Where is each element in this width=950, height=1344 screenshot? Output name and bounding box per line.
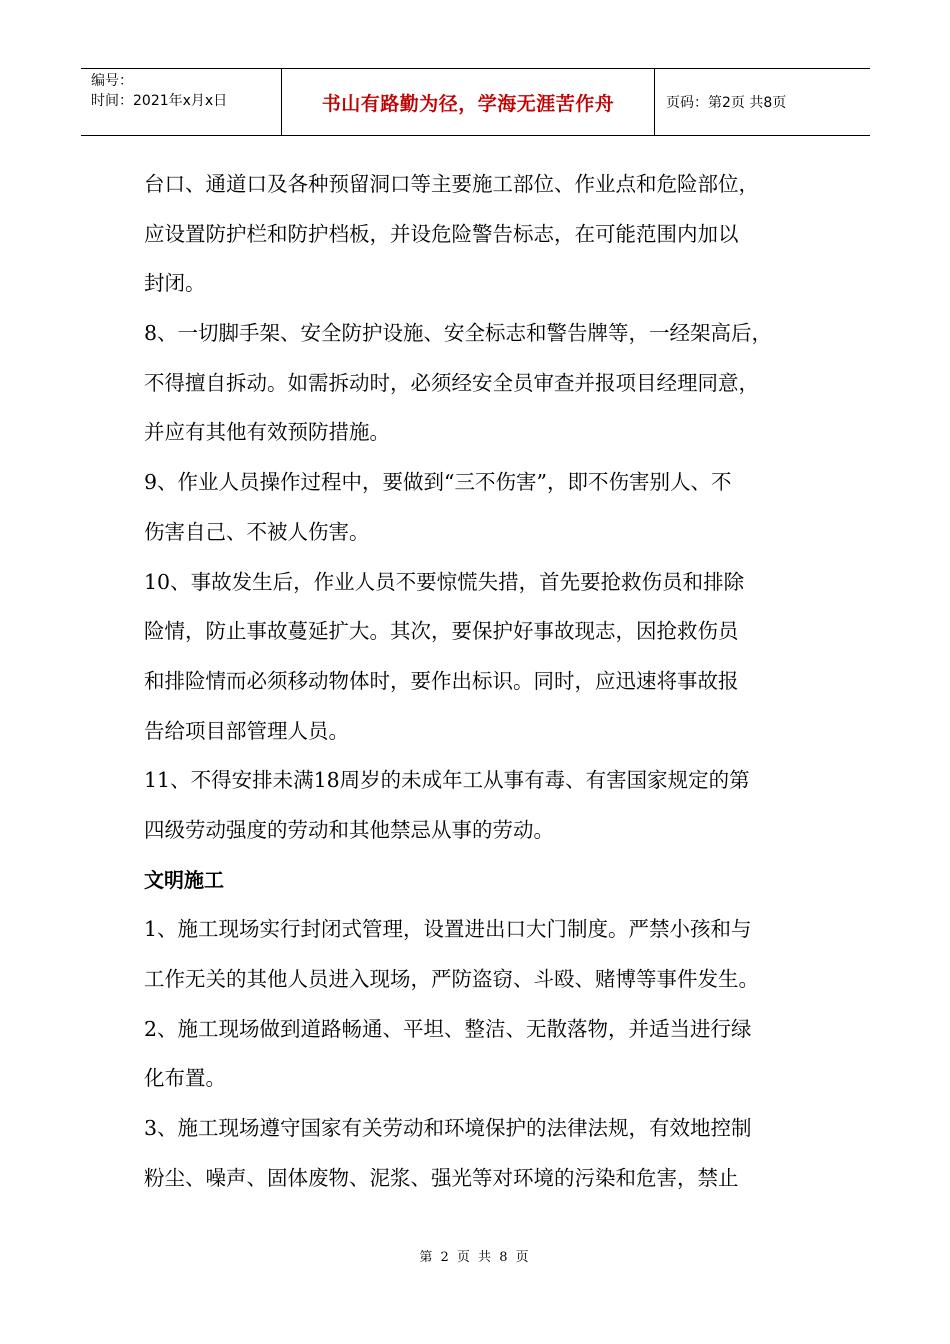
body-line: 化布置。 xyxy=(144,1066,226,1091)
body-line: 10、事故发生后，作业人员不要惊慌失措，首先要抢救伤员和排除 xyxy=(144,569,745,594)
header-meta-cell xyxy=(81,69,282,135)
body-line: 四级劳动强度的劳动和其他禁忌从事的劳动。 xyxy=(144,817,554,842)
body-line: 9、作业人员操作过程中，要做到“三不伤害”，即不伤害别人、不 xyxy=(144,470,732,495)
body-line: 和排险情而必须移动物体时，要作出标识。同时，应迅速将事故报 xyxy=(144,668,739,693)
section-heading: 文明施工 xyxy=(144,867,224,892)
body-line: 伤害自己、不被人伤害。 xyxy=(144,519,370,544)
document-body xyxy=(144,160,820,1203)
header-page-info: 页码：第2页 共8页 xyxy=(666,95,787,111)
document-header xyxy=(81,68,870,136)
header-motto: 书山有路勤为径，学海无涯苦作舟 xyxy=(282,69,655,135)
body-line: 封闭。 xyxy=(144,271,206,296)
header-time-label: 时间：2021年x月x日 xyxy=(91,93,228,109)
page-footer: 第 2 页 共 8 页 xyxy=(419,1250,531,1265)
body-line: 险情，防止事故蔓延扩大。其次，要保护好事故现志，因抢救伤员 xyxy=(144,619,739,644)
body-line: 应设置防护栏和防护档板，并设危险警告标志，在可能范围内加以 xyxy=(144,221,739,246)
body-line: 工作无关的其他人员进入现场，严防盗窃、斗殴、赌博等事件发生。 xyxy=(144,967,759,991)
body-line: 3、施工现场遵守国家有关劳动和环境保护的法律法规，有效地控制 xyxy=(144,1116,752,1141)
body-line: 告给项目部管理人员。 xyxy=(144,718,349,743)
body-line: 11、不得安排未满18周岁的未成年工从事有毒、有害国家规定的第 xyxy=(144,768,750,793)
body-line: 8、一切脚手架、安全防护设施、安全标志和警告牌等，一经架高后， xyxy=(144,321,773,346)
body-line: 1、施工现场实行封闭式管理，设置进出口大门制度。严禁小孩和与 xyxy=(144,917,752,942)
body-line: 2、施工现场做到道路畅通、平坦、整洁、无散落物，并适当进行绿 xyxy=(144,1016,752,1041)
body-line: 并应有其他有效预防措施。 xyxy=(144,420,390,445)
body-line: 台口、通道口及各种预留洞口等主要施工部位、作业点和危险部位， xyxy=(144,172,759,196)
body-line: 粉尘、噪声、固体废物、泥浆、强光等对环境的污染和危害，禁止 xyxy=(144,1165,739,1190)
header-number-label: 编号： xyxy=(91,73,133,89)
body-line: 不得擅自拆动。如需拆动时，必须经安全员审查并报项目经理同意， xyxy=(144,370,759,395)
